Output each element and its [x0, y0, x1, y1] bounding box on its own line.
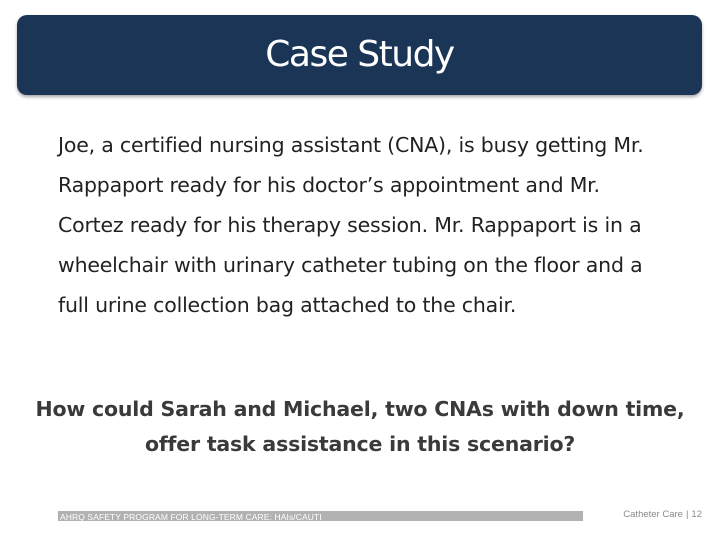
discussion-question: How could Sarah and Michael, two CNAs with down time, offer task assistance in this scenario?: [35, 397, 685, 456]
footer-program-label: AHRQ SAFETY PROGRAM FOR LONG-TERM CARE: HAIs/CAUTI: [60, 512, 322, 522]
page-number: 12: [691, 509, 702, 520]
slide-title: Case Study: [265, 34, 454, 75]
title-banner: [17, 15, 702, 95]
case-description: Joe, a certified nursing assistant (CNA), is busy getting Mr. Rappaport ready for his doctor’s appointment and Mr. Cortez ready for his therapy session. Mr. Rappaport is in a wheelchair with urinary catheter tubing on the floor and a full urine collection bag attached to the chair.: [58, 133, 644, 317]
footer-page-info: [623, 508, 702, 522]
footer-module-label: Catheter Care: [623, 509, 683, 520]
footer-separator: |: [685, 509, 689, 520]
